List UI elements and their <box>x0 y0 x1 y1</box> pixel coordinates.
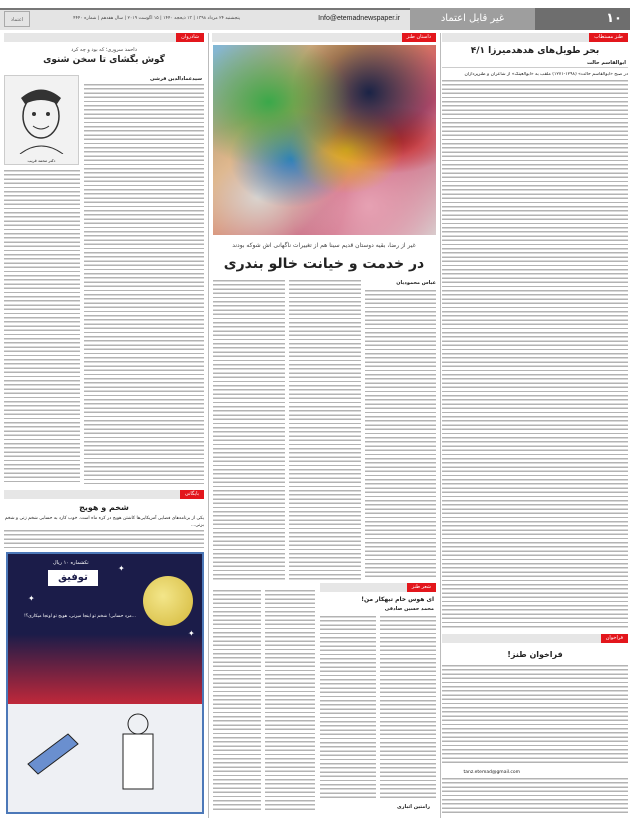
dateline: پنجشنبه ۲۴ مرداد ۱۳۹۸ | ۱۳ ذیحجه ۱۴۴۰ | ۱۵ اگوست ۲۰۱۹ | سال هفدهم | شماره ۴۴۴۰ <box>73 16 240 21</box>
archive-cartoon <box>6 552 204 814</box>
section-title: غیر قابل اعتماد <box>410 8 535 30</box>
section-header-right <box>442 33 628 42</box>
article-author: سیدعمادالدین قرشی <box>149 76 202 82</box>
story-author: عباس محمودیان <box>396 280 436 286</box>
section-label: طنز مستطاب <box>589 33 628 42</box>
section-label: شعر طنز <box>407 583 436 592</box>
section-label: شادروان <box>176 33 204 42</box>
article-body <box>442 80 628 630</box>
story-continued <box>213 590 261 810</box>
newspaper-logo: اعتماد <box>4 11 30 27</box>
poem-verses <box>320 616 376 801</box>
page-number: ۱۰ <box>535 8 630 30</box>
article-title: بحر طویل‌های هدهدمیرزا ۴/۱ <box>470 46 600 56</box>
story-column <box>365 290 436 580</box>
article-lead: در صبح «ابوالقاسم حالت» (۱۲۹۸-۱۲۷۱) ملقب به «ابوالعینک» از شاعران و طنزپردازان <box>464 72 628 77</box>
cartoon-horizon <box>8 634 202 704</box>
moon-illustration <box>143 576 193 626</box>
section-header-archive <box>4 490 204 499</box>
column-rule <box>440 33 441 818</box>
cartoon-scene <box>8 704 202 812</box>
section-label: بایگانی <box>180 490 204 499</box>
cartoon-figures <box>8 704 202 812</box>
poem-author: محمد حسین صادقی <box>384 606 434 612</box>
story-subtitle: غیر از رضا، بقیه دوستان قدیم سینا هم از تغییرات ناگهانی اش شوکه بودند <box>232 242 416 249</box>
column-rule <box>208 33 209 818</box>
story-headline: در خدمت و خیانت خالو بندری <box>223 256 425 272</box>
archive-body <box>4 530 204 548</box>
star-icon: ✦ <box>118 564 125 573</box>
call-body-2 <box>442 778 628 816</box>
article-body <box>84 84 204 484</box>
section-header-story <box>212 33 436 42</box>
email-link[interactable]: Info@etemadnewspaper.ir <box>318 15 400 22</box>
article-body <box>4 170 80 484</box>
star-icon: ✦ <box>188 629 195 638</box>
story-painting <box>213 45 436 235</box>
call-title: فراخوان طنز! <box>507 650 563 659</box>
article-kicker: داحمد سروری؛ که بود و چه کرد <box>71 47 137 53</box>
article-title: گوش بگشای تا سخن شنوی <box>43 55 165 65</box>
archive-lead: یکی از برنامه‌های فضایی آمریکایی‌ها کاشتن هویج در کره ماه است. خوب کارد به حسابی شخم زنی و شخم بزنی… <box>4 516 204 528</box>
divider <box>442 67 628 68</box>
poem-signature: رامتین اثباری <box>397 804 430 810</box>
cartoon-price: تکشماره ۱۰ ریال <box>53 560 89 566</box>
archive-title: شخم و هویج <box>79 503 129 512</box>
section-label: داستان طنز <box>402 33 436 42</box>
story-continued <box>265 590 315 810</box>
section-header-call <box>442 634 628 643</box>
call-email[interactable]: tanz.etemad@gmail.com <box>463 770 520 775</box>
star-icon: ✦ <box>28 594 35 603</box>
call-body <box>442 665 628 765</box>
cartoon-logo: توفیق <box>48 570 98 586</box>
section-header-left <box>4 33 204 42</box>
article-author: ابوالقاسم حالت <box>586 60 626 66</box>
story-column <box>289 280 361 580</box>
cartoon-caption: ...مرد حسابی! شخم تو اینجا میزنی، هویج تو اونجا میکاری؟! <box>23 614 136 619</box>
section-header-poem <box>320 583 436 592</box>
portrait-sketch <box>4 75 79 165</box>
poem-verses <box>380 616 436 801</box>
story-column <box>213 280 285 580</box>
section-label: فراخوان <box>601 634 628 643</box>
portrait-caption: دکتر محمد قریب <box>27 158 56 163</box>
poem-title: ای هوس خام تبهکار من! <box>361 596 434 603</box>
